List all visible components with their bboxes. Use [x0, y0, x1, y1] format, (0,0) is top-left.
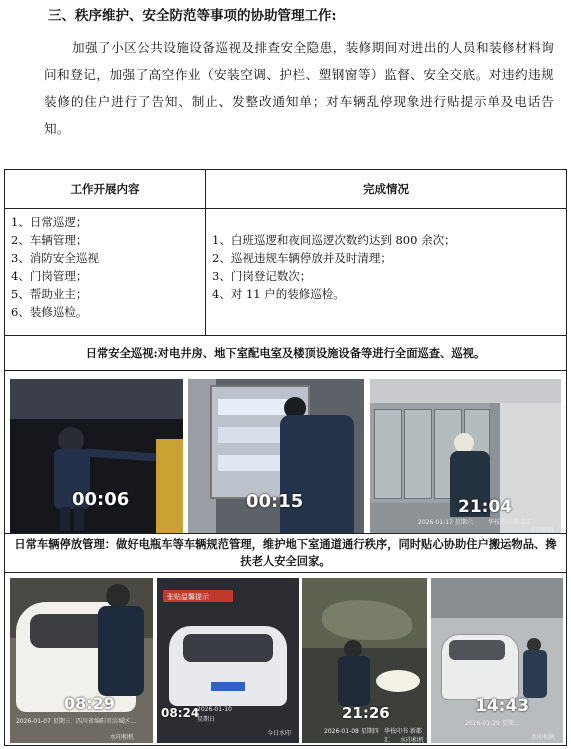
photo-date: 2026-01-17 星期六	[418, 519, 473, 526]
photo-date: 2026-01-29 星期…	[465, 720, 520, 727]
patrol-photo-3	[370, 379, 561, 533]
section-heading: 三、秩序维护、安全防范等事项的协助管理工作:	[48, 8, 337, 24]
list-item: 4、门岗管理；	[11, 269, 88, 283]
photo-watermark: 水印相机	[400, 737, 425, 743]
table-row	[5, 534, 567, 573]
parking-caption: 日常车辆停放管理：做好电瓶车等车辆规范管理，维护地下室通道通行秩序，同时贴心协助住户搬运物品、搀扶老人安全回家。	[5, 534, 567, 573]
patrol-caption: 日常安全巡视:对电井房、地下室配电室及楼顶设施设备等进行全面巡查、巡视。	[5, 336, 567, 371]
col-header-result: 完成情况	[206, 170, 567, 209]
patrol-photo-1	[10, 379, 183, 533]
table-header-row	[5, 170, 567, 209]
results-cell	[206, 209, 567, 336]
photo-timestamp: 21:26	[342, 704, 390, 722]
intro-paragraph: 加强了小区公共设施设备巡视及排查安全隐患，装修期间对进出的人员和装修材料询问和登记，加强了高空作业（安装空调、护栏、塑钢窗等）监督、安全交底。对违约违规装修的住户进行了告知、制止、发整改通知单；对车辆乱停现象进行贴提示单及电话告知。	[44, 40, 554, 136]
parking-photo-4	[431, 578, 563, 743]
parking-photo-2	[157, 578, 299, 743]
photo-watermark: 水印相机	[530, 527, 555, 533]
photo-watermark: 今日水印	[267, 730, 292, 737]
list-item: 2、车辆管理；	[11, 233, 88, 247]
patrol-photo-2	[188, 379, 364, 533]
list-item: 5、帮助业主；	[11, 287, 88, 301]
list-item: 2、巡视违规车辆停放并及时清理；	[212, 251, 392, 265]
photo-timestamp: 21:04	[458, 497, 513, 517]
photo-timestamp: 08:29	[64, 694, 115, 713]
photo-banner: 张贴温馨提示	[167, 593, 209, 601]
photo-watermark: 水印相机	[531, 734, 556, 741]
list-item: 1、日常巡逻；	[11, 215, 88, 229]
table-row	[5, 209, 567, 336]
list-item: 6、装修巡检。	[11, 305, 88, 319]
list-item: 3、消防安全巡视	[11, 251, 99, 265]
col-header-work: 工作开展内容	[5, 170, 206, 209]
photo-place: 四川省绵阳市涪城区…	[76, 718, 137, 725]
photo-watermark: 水印相机	[110, 734, 135, 741]
list-item: 3、门岗登记数次；	[212, 269, 312, 283]
work-items-cell	[5, 209, 206, 336]
photo-date: 2026-01-10	[197, 706, 232, 713]
photo-timestamp: 00:15	[246, 491, 304, 512]
photo-timestamp: 00:06	[72, 489, 130, 510]
photo-date: 2026-01-07 星期三	[16, 718, 71, 725]
photo-timestamp: 08:24	[161, 706, 200, 720]
photo-timestamp: 14:43	[475, 696, 530, 716]
list-item: 1、白班巡逻和夜间巡逻次数约达到 800 余次；	[212, 233, 456, 247]
photo-date: 2026-01-08 星期四	[324, 728, 379, 735]
table-row	[5, 336, 567, 371]
photo-weekday: 星期日	[197, 716, 216, 723]
photo-place: 华枝印书·新都汇	[488, 519, 532, 526]
photo-place: 华枝印书 新都汇	[384, 728, 422, 743]
parking-photo-3	[302, 578, 427, 743]
list-item: 4、对 11 户的装修巡检。	[212, 287, 345, 301]
parking-photo-1	[10, 578, 153, 743]
